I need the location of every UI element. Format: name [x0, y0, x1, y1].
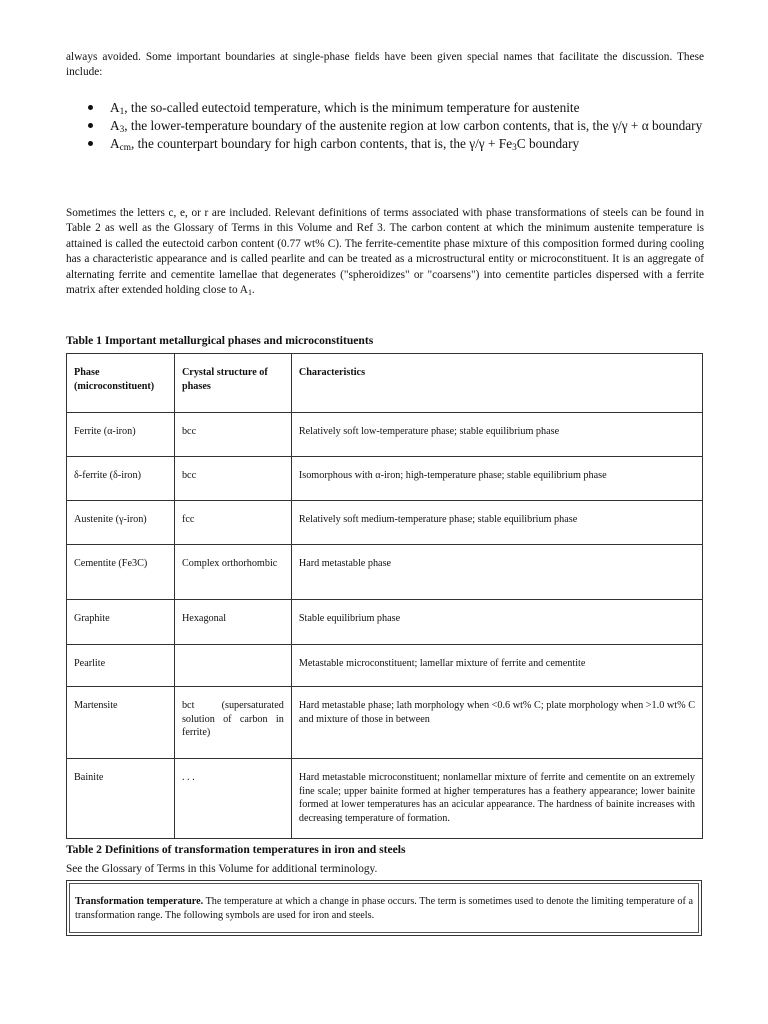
symbol-subscript: 3 — [119, 125, 125, 135]
cell-characteristics: Isomorphous with α-iron; high-temperature phase; stable equilibrium phase — [291, 457, 702, 501]
paragraph-text: Sometimes the letters c, e, or r are included. Relevant definitions of terms associated with phase transformations of steels can be found in Table 2 as well as the Glossary of Terms in this Volume and Ref 3. The carbon content at which the minimum austenite temperature is attained is called the eutectoid carbon content (0.77 wt% C). The ferrite-cementite phase mixture of this composition formed during cooling has a characteristic appearance and is called pearlite and can be treated as a microstructural entity or microconstituent. It is an aggregate of alternating ferrite and cementite lamellae that degenerates ("spheroidizes" or "coarsens") into cementite particles dispersed with a ferrite matrix after extended holding close to A — [66, 207, 704, 297]
definition-term: Transformation temperature. — [75, 896, 204, 907]
paragraph-subscript: 1 — [247, 288, 252, 298]
table-row — [67, 457, 703, 501]
symbol-subscript: cm — [119, 143, 131, 153]
list-item-text: , the so-called eutectoid temperature, which is the minimum temperature for austenite — [124, 100, 580, 115]
intro-paragraph: always avoided. Some important boundaries at single-phase fields have been given special names that facilitate the discussion. These include: — [66, 51, 704, 79]
symbol: A — [110, 118, 120, 133]
cell-characteristics: Stable equilibrium phase — [291, 600, 702, 645]
table2-definition-box — [66, 880, 702, 936]
bullet-icon — [88, 141, 93, 146]
table-header-row — [67, 354, 703, 413]
cell-phase: δ-ferrite (δ-iron) — [67, 457, 175, 501]
body-paragraph — [66, 206, 704, 298]
cell-characteristics: Hard metastable phase — [291, 545, 702, 600]
list-item — [66, 135, 704, 152]
table-row — [67, 413, 703, 457]
definition-text: The temperature at which a change in phase occurs. The term is sometimes used to denote the limiting temperature of a transformation range. The following symbols are used for iron and steels. — [75, 896, 693, 921]
table-row — [67, 600, 703, 645]
list-item — [66, 99, 704, 116]
bullet-icon — [88, 105, 93, 110]
inner-border — [69, 883, 699, 933]
cell-structure: . . . — [174, 759, 291, 839]
cell-characteristics: Hard metastable microconstituent; nonlamellar mixture of ferrite and cementite on an extremely fine scale; upper bainite formed at higher temperatures has a feathery appearance; lower bainite formed at lower temperatures has an acicular appearance. The hardness of bainite increases with decreasing temperature of formation. — [291, 759, 702, 839]
list-item-text: , the lower-temperature boundary of the austenite region at low carbon contents, that is, the γ/γ + α boundary — [124, 118, 703, 133]
paragraph-end: . — [251, 284, 255, 297]
column-header-phase: Phase (microconstituent) — [67, 354, 175, 413]
cell-phase: Cementite (Fe3C) — [67, 545, 175, 600]
table1-caption: Table 1 Important metallurgical phases and microconstituents — [66, 334, 374, 347]
cell-structure: Hexagonal — [174, 600, 291, 645]
cell-structure — [174, 645, 291, 687]
list-item-text: , the counterpart boundary for high carbon contents, that is, the γ/γ + Fe — [130, 136, 513, 151]
symbol: A — [110, 100, 120, 115]
table-row — [67, 645, 703, 687]
cell-structure: bcc — [174, 457, 291, 501]
symbol: A — [110, 136, 120, 151]
column-header-characteristics: Characteristics — [291, 354, 702, 413]
cell-phase: Austenite (γ-iron) — [67, 501, 175, 545]
table-row — [67, 501, 703, 545]
cell-phase: Bainite — [67, 759, 175, 839]
cell-structure: Complex orthorhombic — [174, 545, 291, 600]
table2-note: See the Glossary of Terms in this Volume for additional terminology. — [66, 863, 378, 875]
column-header-structure: Crystal structure of phases — [174, 354, 291, 413]
cell-phase: Ferrite (α-iron) — [67, 413, 175, 457]
table2-caption: Table 2 Definitions of transformation temperatures in iron and steels — [66, 843, 406, 856]
cell-characteristics: Relatively soft medium-temperature phase; stable equilibrium phase — [291, 501, 702, 545]
cell-structure: bcc — [174, 413, 291, 457]
transformation-boundaries-list — [66, 99, 704, 153]
cell-structure: fcc — [174, 501, 291, 545]
list-item-text-end: C boundary — [516, 136, 580, 151]
list-item — [66, 117, 704, 134]
cell-characteristics: Metastable microconstituent; lamellar mixture of ferrite and cementite — [291, 645, 702, 687]
cell-phase: Graphite — [67, 600, 175, 645]
table-row — [67, 759, 703, 839]
cell-characteristics: Hard metastable phase; lath morphology when <0.6 wt% C; plate morphology when >1.0 wt% C and mixture of those in between — [291, 687, 702, 759]
formula-subscript: 3 — [512, 143, 517, 153]
cell-structure: bct (supersaturated solution of carbon in ferrite) — [174, 687, 291, 759]
cell-phase: Martensite — [67, 687, 175, 759]
symbol-subscript: 1 — [119, 107, 125, 117]
table-row — [67, 687, 703, 759]
table-row — [67, 545, 703, 600]
cell-characteristics: Relatively soft low-temperature phase; stable equilibrium phase — [291, 413, 702, 457]
bullet-icon — [88, 123, 93, 128]
cell-phase: Pearlite — [67, 645, 175, 687]
phases-table — [66, 353, 703, 839]
